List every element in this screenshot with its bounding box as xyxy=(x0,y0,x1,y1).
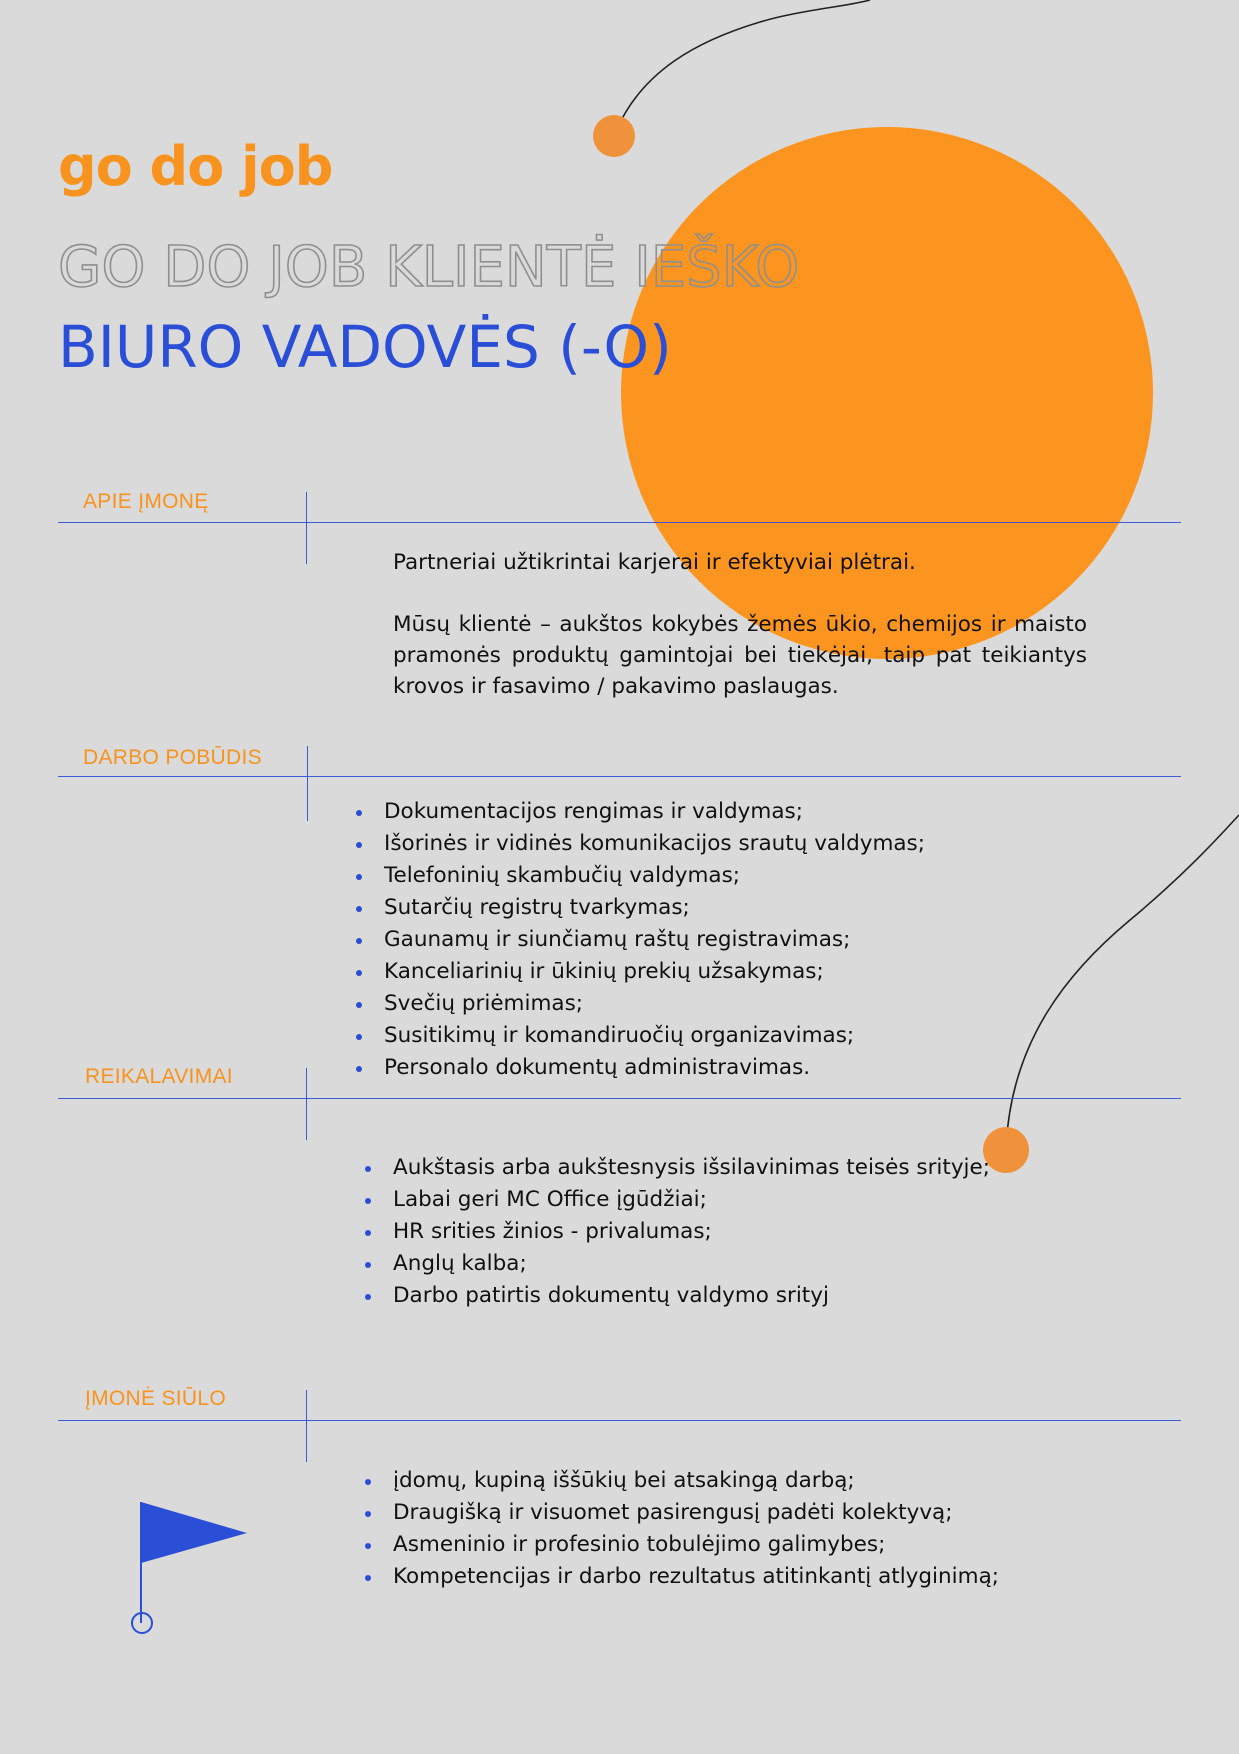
list-item-text: Darbo patirtis dokumentų valdymo srityj xyxy=(393,1283,829,1308)
list-item-text: Svečių priėmimas; xyxy=(384,991,584,1016)
section-label-duties: DARBO POBŪDIS xyxy=(83,746,262,769)
list-item-text: įdomų, kupiną iššūkių bei atsakingą darbą; xyxy=(393,1468,855,1493)
bullet-icon xyxy=(356,842,362,848)
section-tick-duties xyxy=(307,746,308,821)
list-item-text: Labai geri MC Office įgūdžiai; xyxy=(393,1187,707,1212)
bullet-icon xyxy=(365,1262,371,1268)
list-item-text: HR srities žinios - privalumas; xyxy=(393,1219,712,1244)
duties-list xyxy=(352,796,925,1084)
section-label-about: APIE ĮMONĘ xyxy=(83,490,209,513)
list-item xyxy=(352,860,925,892)
bullet-icon xyxy=(365,1198,371,1204)
bullet-icon xyxy=(365,1479,371,1485)
list-item xyxy=(361,1561,999,1593)
page-title-outline: GO DO JOB KLIENTĖ IEŠKO xyxy=(58,235,800,300)
list-item xyxy=(361,1216,990,1248)
list-item xyxy=(352,924,925,956)
bullet-icon xyxy=(356,810,362,816)
list-item-text: Susitikimų ir komandiruočių organizavimas; xyxy=(384,1023,855,1048)
section-tick-requirements xyxy=(306,1068,307,1140)
bullet-icon xyxy=(356,1002,362,1008)
section-label-offers: ĮMONĖ SIŪLO xyxy=(85,1387,226,1410)
bullet-icon xyxy=(365,1511,371,1517)
bullet-icon xyxy=(356,906,362,912)
section-label-requirements: REIKALAVIMAI xyxy=(85,1065,233,1088)
decorative-dot-top xyxy=(593,115,635,157)
bullet-icon xyxy=(356,1066,362,1072)
list-item-text: Telefoninių skambučių valdymas; xyxy=(384,863,741,888)
bullet-icon xyxy=(356,938,362,944)
bullet-icon xyxy=(365,1230,371,1236)
flag-icon xyxy=(130,1495,255,1640)
about-paragraph-1: Partneriai užtikrintai karjerai ir efektyviai plėtrai. xyxy=(393,550,916,575)
decorative-curve-right xyxy=(1006,815,1239,1150)
list-item xyxy=(361,1152,990,1184)
list-item-text: Kanceliarinių ir ūkinių prekių užsakymas; xyxy=(384,959,824,984)
section-divider-about xyxy=(58,522,1181,523)
page-title-position: BIURO VADOVĖS (-O) xyxy=(58,313,672,381)
decorative-curve-top xyxy=(614,0,870,136)
bullet-icon xyxy=(365,1575,371,1581)
list-item xyxy=(352,1020,925,1052)
list-item-text: Išorinės ir vidinės komunikacijos srautų valdymas; xyxy=(384,831,926,856)
list-item-text: Anglų kalba; xyxy=(393,1251,527,1276)
list-item xyxy=(361,1280,990,1312)
list-item-text: Gaunamų ir siunčiamų raštų registravimas; xyxy=(384,927,851,952)
list-item xyxy=(352,956,925,988)
bullet-icon xyxy=(365,1543,371,1549)
bullet-icon xyxy=(365,1294,371,1300)
bullet-icon xyxy=(356,874,362,880)
list-item-text: Draugišką ir visuomet pasirengusį padėti kolektyvą; xyxy=(393,1500,953,1525)
bullet-icon xyxy=(356,1034,362,1040)
list-item xyxy=(361,1497,999,1529)
offers-list xyxy=(361,1465,999,1593)
list-item-text: Kompetencijas ir darbo rezultatus atitinkantį atlyginimą; xyxy=(393,1564,999,1589)
requirements-list xyxy=(361,1152,990,1312)
list-item-text: Sutarčių registrų tvarkymas; xyxy=(384,895,690,920)
list-item xyxy=(352,796,925,828)
section-divider-requirements xyxy=(58,1098,1181,1099)
list-item xyxy=(361,1529,999,1561)
section-tick-offers xyxy=(306,1390,307,1462)
section-tick-about xyxy=(306,492,307,564)
list-item xyxy=(361,1184,990,1216)
list-item-text: Dokumentacijos rengimas ir valdymas; xyxy=(384,799,803,824)
list-item-text: Personalo dokumentų administravimas. xyxy=(384,1055,811,1080)
list-item xyxy=(352,828,925,860)
company-logo: go do job xyxy=(58,135,333,198)
section-divider-offers xyxy=(58,1420,1181,1421)
list-item xyxy=(352,988,925,1020)
bullet-icon xyxy=(365,1166,371,1172)
section-divider-duties xyxy=(58,776,1181,777)
list-item-text: Aukštasis arba aukštesnysis išsilavinimas teisės srityje; xyxy=(393,1155,991,1180)
list-item xyxy=(352,1052,925,1084)
decorative-big-circle xyxy=(621,127,1153,659)
bullet-icon xyxy=(356,970,362,976)
list-item-text: Asmeninio ir profesinio tobulėjimo galimybes; xyxy=(393,1532,886,1557)
list-item xyxy=(352,892,925,924)
list-item xyxy=(361,1248,990,1280)
list-item xyxy=(361,1465,999,1497)
about-paragraph-2: Mūsų klientė – aukštos kokybės žemės ūkio, chemijos ir maisto pramonės produktų gamintojai bei tiekėjai, taip pat teikiantys krovos ir fasavimo / pakavimo paslaugas. xyxy=(393,612,1087,699)
